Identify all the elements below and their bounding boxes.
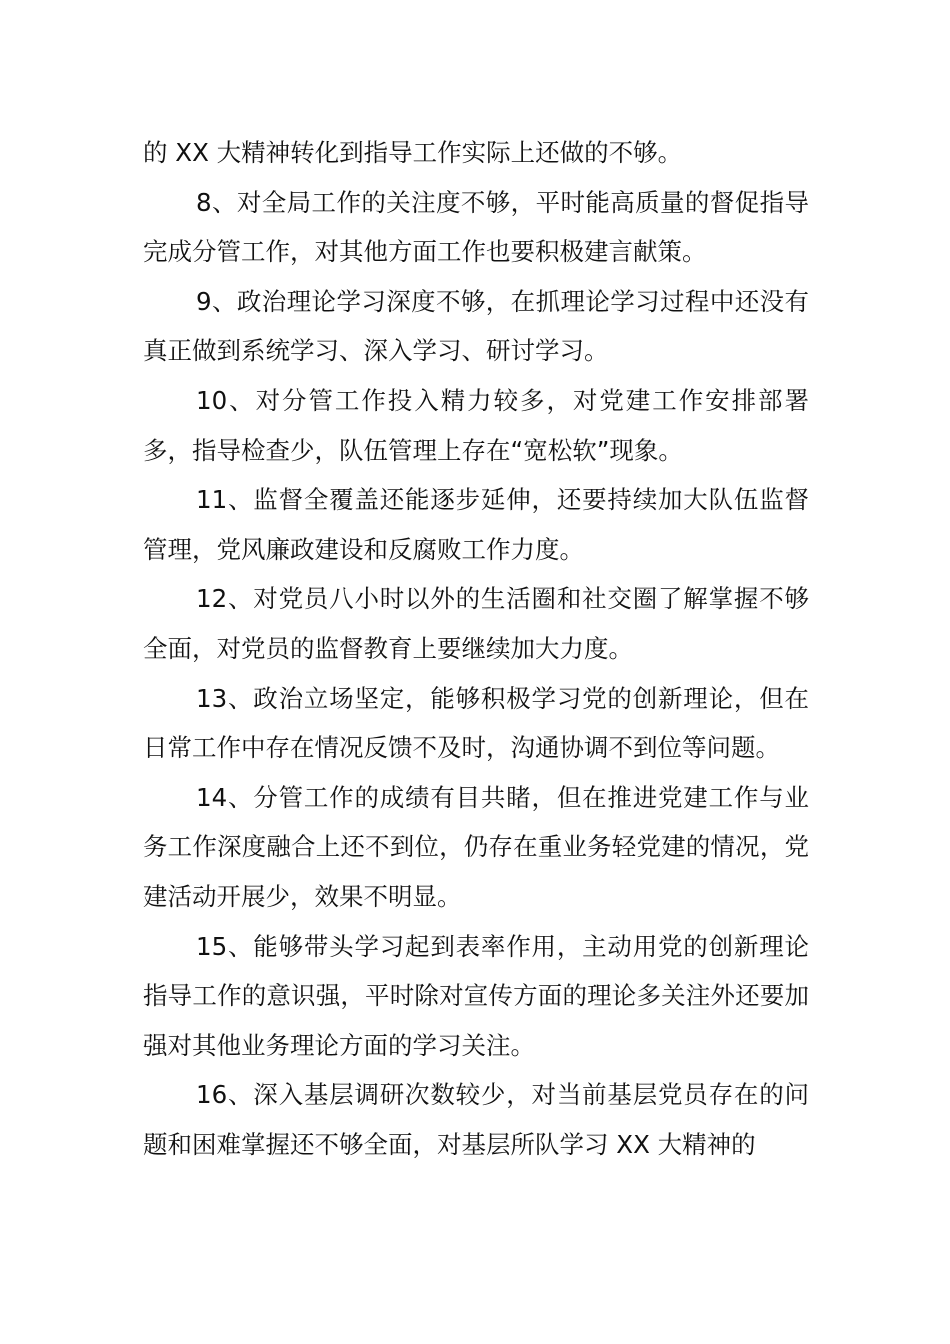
paragraph-item-12: 12、对党员八小时以外的生活圈和社交圈了解掌握不够全面，对党员的监督教育上要继续加大力度。 [143, 584, 809, 663]
paragraph-item-16: 16、深入基层调研次数较少，对当前基层党员存在的问题和困难掌握还不够全面，对基层所队学习 XX 大精神的 [143, 1080, 809, 1159]
paragraph-item-15: 15、能够带头学习起到表率作用，主动用党的创新理论指导工作的意识强，平时除对宣传方面的理论多关注外还要加强对其他业务理论方面的学习关注。 [143, 931, 809, 1060]
paragraph-continuation: 的 XX 大精神转化到指导工作实际上还做的不够。 [143, 138, 683, 167]
document-body [143, 128, 809, 1169]
paragraph-item-13: 13、政治立场坚定，能够积极学习党的创新理论，但在日常工作中存在情况反馈不及时，沟通协调不到位等问题。 [143, 683, 809, 763]
paragraph-item-10: 10、对分管工作投入精力较多，对党建工作安排部署多，指导检查少，队伍管理上存在“宽松软”现象。 [143, 385, 809, 465]
paragraph-item-8: 8、对全局工作的关注度不够，平时能高质量的督促指导完成分管工作，对其他方面工作也要积极建言献策。 [143, 187, 809, 267]
paragraph-item-14: 14、分管工作的成绩有目共睹，但在推进党建工作与业务工作深度融合上还不到位，仍存在重业务轻党建的情况，党建活动开展少，效果不明显。 [143, 782, 809, 911]
paragraph-item-9: 9、政治理论学习深度不够，在抓理论学习过程中还没有真正做到系统学习、深入学习、研讨学习。 [143, 286, 809, 366]
paragraph-item-11: 11、监督全覆盖还能逐步延伸，还要持续加大队伍监督管理，党风廉政建设和反腐败工作力度。 [143, 485, 809, 564]
